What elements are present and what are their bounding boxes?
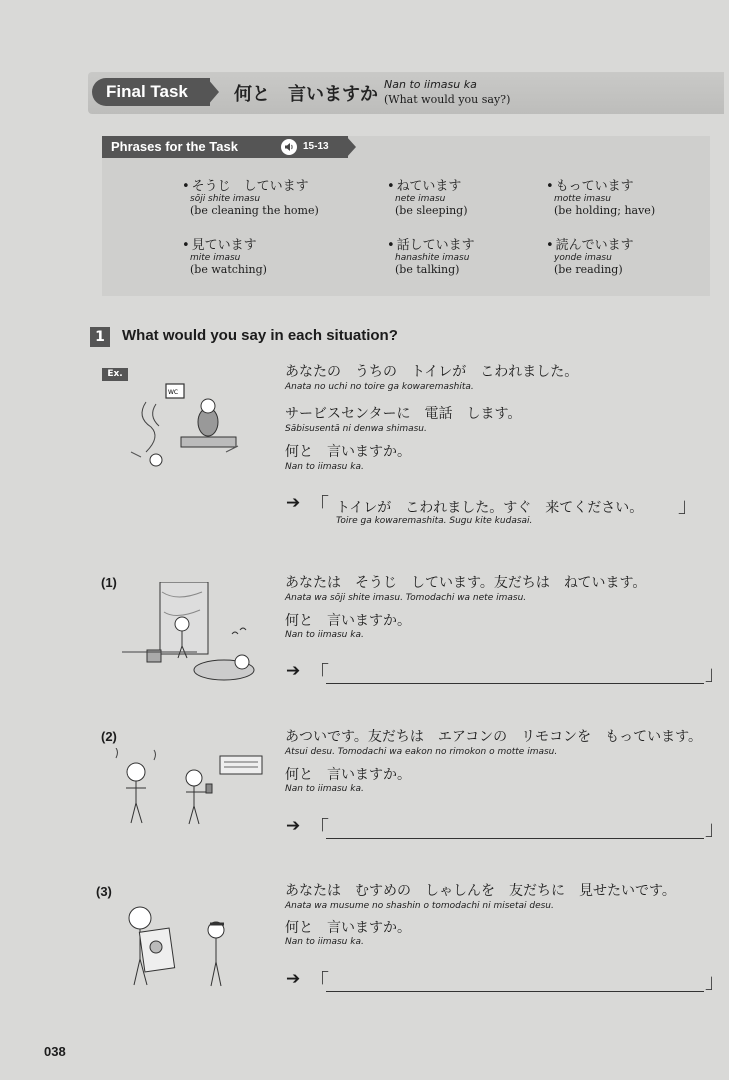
example-line-romaji: Nan to iimasu ka. xyxy=(285,462,364,472)
page-number: 038 xyxy=(44,1044,66,1059)
svg-text:WC: WC xyxy=(168,389,179,396)
example-badge: Ex. xyxy=(102,368,128,381)
close-bracket: 」 xyxy=(705,816,725,840)
audio-track-number: 15-13 xyxy=(303,141,329,152)
cleaning-sleeping-illustration xyxy=(122,582,262,686)
example-line-jp: あなたの うちの トイレが こわれました。 xyxy=(285,364,579,380)
phrase-english: (be talking) xyxy=(395,263,460,276)
item-line-jp: あついです。友だちは エアコンの リモコンを もっています。 xyxy=(285,729,703,745)
answer-field[interactable] xyxy=(326,838,704,839)
phrase-japanese: • そうじ しています xyxy=(182,175,352,194)
item-line-romaji: Anata wa musume no shashin o tomodachi ni misetai desu. xyxy=(285,901,554,911)
final-task-badge: Final Task xyxy=(92,78,210,106)
toilet-broken-illustration xyxy=(126,382,246,472)
hot-aircon-illustration xyxy=(110,748,265,830)
phrase-japanese: • もっています xyxy=(546,175,716,194)
phrase-japanese: • 話しています xyxy=(387,234,557,253)
phrase-romaji: nete imasu xyxy=(395,194,446,204)
audio-speaker-icon[interactable] xyxy=(281,139,297,155)
phrase-english: (be reading) xyxy=(554,263,623,276)
question-number: 1 xyxy=(90,327,110,347)
phrase-item xyxy=(546,175,716,217)
task-title-english: (What would you say?) xyxy=(384,93,511,106)
close-bracket: 」 xyxy=(678,493,698,517)
item-line-jp: あなたは そうじ しています。友だちは ねています。 xyxy=(285,575,647,591)
item-line-romaji: Nan to iimasu ka. xyxy=(285,784,364,794)
example-answer-romaji: Toire ga kowaremashita. Sugu kite kudasai. xyxy=(336,516,533,526)
answer-field[interactable] xyxy=(326,683,704,684)
answer-field[interactable] xyxy=(326,991,704,992)
task-title-japanese: 何と 言いますか xyxy=(234,84,378,105)
open-bracket: 「 xyxy=(309,493,329,517)
item-line-jp: 何と 言いますか。 xyxy=(285,920,411,936)
phrase-item xyxy=(546,234,716,276)
example-answer-jp: トイレが こわれました。すぐ 来てください。 xyxy=(336,500,644,516)
close-bracket: 」 xyxy=(705,661,725,685)
item-label: (2) xyxy=(101,729,117,744)
example-line-romaji: Anata no uchi no toire ga kowaremashita. xyxy=(285,382,474,392)
phrase-item xyxy=(387,234,557,276)
open-bracket: 「 xyxy=(309,661,329,685)
phrase-english: (be holding; have) xyxy=(554,204,656,217)
chevron-right-icon xyxy=(346,136,356,158)
phrase-romaji: hanashite imasu xyxy=(395,253,470,263)
close-bracket: 」 xyxy=(705,969,725,993)
example-line-jp: サービスセンターに 電話 します。 xyxy=(285,406,522,422)
phrase-romaji: sōji shite imasu xyxy=(190,194,261,204)
open-bracket: 「 xyxy=(309,969,329,993)
phrase-item xyxy=(182,234,352,276)
item-line-romaji: Anata wa sōji shite imasu. Tomodachi wa nete imasu. xyxy=(285,593,527,603)
phrase-japanese: • 読んでいます xyxy=(546,234,716,253)
example-line-jp: 何と 言いますか。 xyxy=(285,444,411,460)
item-line-romaji: Nan to iimasu ka. xyxy=(285,937,364,947)
item-line-jp: 何と 言いますか。 xyxy=(285,767,411,783)
example-line-romaji: Sābisusentā ni denwa shimasu. xyxy=(285,424,427,434)
showing-photo-illustration xyxy=(118,902,238,994)
chevron-right-icon xyxy=(207,78,219,106)
item-line-jp: あなたは むすめの しゃしんを 友だちに 見せたいです。 xyxy=(285,883,676,899)
phrase-romaji: yonde imasu xyxy=(554,253,612,263)
phrase-romaji: mite imasu xyxy=(190,253,241,263)
arrow-right-icon: ➔ xyxy=(286,661,301,681)
item-line-romaji: Atsui desu. Tomodachi wa eakon no rimokon o motte imasu. xyxy=(285,747,558,757)
item-label: (1) xyxy=(101,575,117,590)
item-label: (3) xyxy=(96,884,112,899)
phrase-item xyxy=(182,175,352,217)
arrow-right-icon: ➔ xyxy=(286,816,301,836)
open-bracket: 「 xyxy=(309,816,329,840)
phrase-english: (be sleeping) xyxy=(395,204,468,217)
phrase-item xyxy=(387,175,557,217)
arrow-right-icon: ➔ xyxy=(286,969,301,989)
phrase-english: (be watching) xyxy=(190,263,267,276)
phrase-romaji: motte imasu xyxy=(554,194,611,204)
arrow-right-icon: ➔ xyxy=(286,493,301,513)
item-line-romaji: Nan to iimasu ka. xyxy=(285,630,364,640)
phrase-japanese: • ねています xyxy=(387,175,557,194)
item-line-jp: 何と 言いますか。 xyxy=(285,613,411,629)
phrase-english: (be cleaning the home) xyxy=(190,204,319,217)
question-text: What would you say in each situation? xyxy=(122,327,398,344)
phrases-badge: Phrases for the Task xyxy=(102,136,348,158)
phrase-japanese: • 見ています xyxy=(182,234,352,253)
task-title-romaji: Nan to iimasu ka xyxy=(384,78,477,91)
